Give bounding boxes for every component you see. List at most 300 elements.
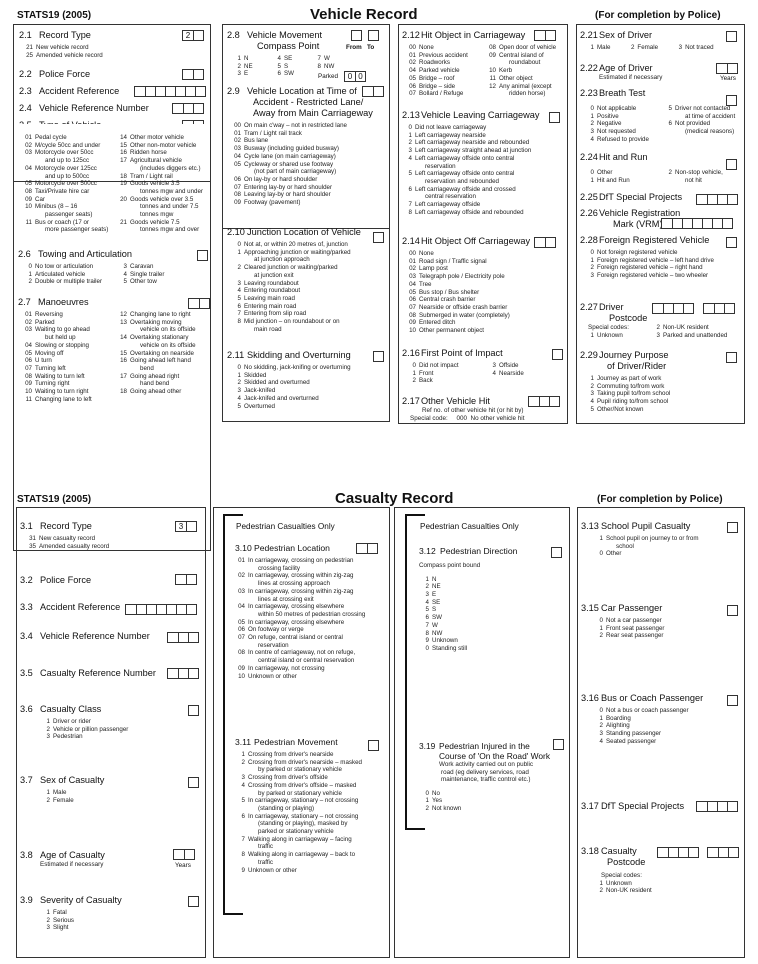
option-code: 05: [25, 349, 32, 357]
option-code: 4: [599, 737, 603, 745]
option-item: [650, 332, 742, 340]
option-item: [40, 924, 205, 932]
option-code: 04: [234, 152, 241, 160]
breath-test-input[interactable]: [726, 95, 737, 106]
option-item: [235, 642, 388, 650]
casualty-postcode-inward-input[interactable]: [707, 847, 739, 858]
option-code: [245, 565, 258, 573]
other-vehicle-note: Ref no. of other vehicle hit (or hit by): [422, 407, 524, 414]
option-code: [127, 380, 140, 388]
option-item: [22, 350, 113, 358]
option-item: [40, 718, 205, 726]
option-label: Entering from slip road: [244, 310, 307, 318]
option-code: 1: [237, 371, 241, 379]
option-label: Single trailer: [130, 270, 165, 278]
option-code: 2: [590, 120, 594, 128]
casualty-severity-input[interactable]: [188, 896, 199, 907]
option-code: [241, 326, 254, 334]
option-item: [40, 733, 205, 741]
casualty-age-input[interactable]: [173, 849, 195, 860]
option-label: Taking pupil to/from school: [597, 390, 671, 398]
section-title: Vehicle Location at Time of: [247, 86, 357, 96]
option-item: [419, 614, 567, 622]
option-item: [406, 304, 565, 312]
option-code: 31: [29, 535, 36, 542]
option-item: [235, 797, 388, 805]
option-code: 7: [425, 621, 429, 629]
option-label: Did not impact: [419, 362, 459, 369]
option-code: 18: [120, 172, 127, 180]
section-number: 3.17: [581, 801, 599, 811]
option-code: 1: [28, 270, 32, 278]
option-item: [406, 250, 565, 258]
option-label: Commuting to/from work: [597, 382, 665, 390]
option-code: 5: [590, 405, 594, 413]
option-code: 7: [237, 310, 241, 318]
option-code: 05: [409, 288, 416, 296]
hit-object-off-carriageway-input[interactable]: [534, 237, 556, 248]
option-item: [40, 789, 205, 797]
option-item: [235, 657, 388, 665]
option-item: [402, 178, 565, 186]
option-item: [593, 715, 743, 723]
casualty-vehicle-reference-input[interactable]: [167, 632, 199, 643]
option-label: Cycle lane (on main carriageway): [244, 152, 336, 160]
option-item: [117, 342, 208, 350]
casualty-police-note: (For completion by Police): [597, 494, 723, 505]
option-label: (standing or playing), masked by: [258, 820, 348, 828]
option-label: Female: [53, 796, 74, 804]
section-number: 3.19: [419, 741, 436, 751]
option-item: [235, 774, 388, 782]
section-title-line2: Compass Point: [257, 41, 320, 51]
option-code: 4: [590, 135, 594, 143]
option-code: 0: [590, 105, 594, 112]
option-label: Reversing: [35, 311, 63, 318]
option-code: 2: [590, 382, 594, 390]
option-label: Other motor vehicle: [130, 134, 184, 141]
option-code: 16: [120, 149, 127, 157]
option-item: [311, 55, 387, 63]
option-label: Parked vehicle: [419, 67, 460, 75]
option-item: [486, 370, 565, 378]
option-label: Kerb: [499, 67, 513, 75]
option-item: [593, 535, 743, 543]
option-code: 2: [241, 758, 245, 766]
option-label: Overtaking moving: [130, 318, 182, 326]
option-label: Turning left: [35, 364, 66, 372]
option-code: 5: [123, 278, 127, 286]
casualty-sex-input[interactable]: [188, 777, 199, 788]
option-label: Not at, or within 20 metres of, junction: [244, 241, 348, 248]
option-label: Parked: [35, 318, 55, 326]
option-code: 02: [25, 141, 32, 149]
option-item: [406, 67, 486, 75]
option-code: 8: [425, 629, 429, 637]
option-code: 3: [123, 263, 127, 270]
option-label: N: [244, 55, 249, 62]
option-item: [593, 722, 743, 730]
option-label: In carriageway, crossing elsewhere: [248, 618, 345, 626]
option-label: reservation: [258, 641, 289, 649]
option-label: Cycleway or shared use footway: [244, 160, 334, 168]
option-code: 0: [28, 263, 32, 270]
age-note: Estimated if necessary: [599, 74, 663, 81]
option-label: Waiting to turn left: [35, 372, 85, 380]
option-label: Female: [637, 44, 659, 51]
manoeuvres-input[interactable]: [188, 298, 210, 309]
section-title: First Point of Impact: [421, 348, 503, 358]
section-title: Casualty Class: [40, 704, 102, 714]
option-code: 09: [409, 319, 416, 327]
option-item: [231, 176, 387, 184]
casualty-record-title: Casualty Record: [335, 490, 454, 507]
option-item: [231, 310, 387, 318]
option-label: Other: [606, 550, 622, 558]
option-item: [486, 52, 565, 60]
option-item: [231, 372, 387, 380]
option-code: 8: [408, 208, 412, 216]
option-item: [117, 357, 208, 365]
section-number: 2.1: [19, 30, 32, 40]
option-code: 10: [238, 672, 245, 680]
option-label: Driver not contacted: [675, 105, 731, 112]
option-item: [584, 257, 742, 265]
parked-digit: 0: [355, 72, 365, 81]
section-number: 3.15: [581, 603, 599, 613]
option-code: 15: [120, 141, 127, 149]
option-item: [235, 759, 388, 767]
option-code: 0: [237, 241, 241, 248]
casualty-record-type-input[interactable]: [175, 521, 197, 532]
option-item: [22, 271, 113, 279]
option-code: 08: [409, 311, 416, 319]
option-item: [419, 576, 567, 584]
option-item: [22, 373, 113, 381]
section-number: 3.6: [20, 704, 33, 714]
option-code: 10: [25, 203, 32, 211]
option-code: 3: [590, 390, 594, 398]
casualty-postcode-outward-input[interactable]: [657, 847, 699, 858]
section-title: Casualty Reference Number: [40, 668, 156, 678]
option-code: [245, 642, 258, 650]
option-label: Leaving lay-by or hard shoulder: [244, 191, 331, 199]
option-item: [235, 603, 388, 611]
driver-sex-input[interactable]: [726, 31, 737, 42]
option-label: Fatal: [53, 909, 67, 916]
driver-postcode-inward-input[interactable]: [703, 303, 735, 314]
option-item: [662, 128, 742, 136]
junction-location-input[interactable]: [373, 232, 384, 243]
option-label: Standing passenger: [606, 730, 662, 738]
option-code: [603, 543, 616, 551]
compass-to-input[interactable]: [368, 30, 379, 41]
option-code: 11: [25, 218, 32, 226]
option-label: In carriageway, stationary – not crossing: [248, 812, 359, 820]
section-title: Bus or Coach Passenger: [601, 693, 704, 703]
journey-purpose-input[interactable]: [726, 352, 737, 363]
option-label: Foreign registered vehicle – left hand drive: [597, 256, 714, 264]
option-item: [406, 258, 565, 266]
section-title: Pedestrian Direction: [440, 546, 518, 556]
option-item: [584, 406, 742, 414]
option-item: [271, 55, 311, 63]
section-2-23: [580, 88, 742, 144]
section-title: Hit Object Off Carriageway: [421, 236, 531, 246]
section-number: 3.10: [235, 543, 252, 553]
vehicle-police-note: (For completion by Police): [595, 10, 721, 21]
option-code: 35: [29, 542, 36, 550]
school-pupil-input[interactable]: [727, 522, 738, 533]
foreign-registered-input[interactable]: [726, 237, 737, 248]
section-2-28: [580, 235, 742, 280]
option-item: [402, 209, 565, 217]
option-code: 3: [241, 774, 245, 782]
option-code: 01: [234, 129, 241, 137]
section-title: Hit and Run: [599, 152, 648, 162]
option-code: 0: [425, 789, 429, 797]
other-vehicle-hit-input[interactable]: [528, 396, 560, 407]
option-code: 16: [120, 357, 127, 365]
option-label: NE: [244, 62, 253, 70]
option-label: Not applicable: [597, 105, 637, 112]
pedestrian-location-input[interactable]: [356, 543, 378, 554]
option-label: Crossing from driver's nearside – masked: [248, 758, 362, 766]
option-item: [231, 287, 387, 295]
hit-and-run-input[interactable]: [726, 159, 737, 170]
section-number: 2.8: [227, 30, 240, 40]
option-code: [245, 828, 258, 836]
option-label: NE: [432, 583, 441, 591]
section-title: Towing and Articulation: [38, 249, 132, 259]
option-label: Road sign / Traffic signal: [419, 257, 487, 265]
option-item: [235, 557, 388, 565]
option-code: [245, 820, 258, 828]
option-item: [22, 357, 113, 365]
section-title-line3: Away from Main Carriageway: [253, 108, 373, 118]
casualty-accident-reference-input[interactable]: [125, 604, 197, 615]
option-label: hand bend: [140, 380, 170, 388]
section-title-line2: Accident - Restricted Lane/: [253, 97, 364, 107]
casualty-class-input[interactable]: [188, 705, 199, 716]
option-code: [127, 342, 140, 350]
option-item: [231, 379, 387, 387]
car-passenger-input[interactable]: [727, 605, 738, 616]
pedestrian-only-label: Pedestrian Casualties Only: [420, 522, 519, 531]
option-label: Double or multiple trailer: [35, 278, 103, 286]
option-code: 1: [46, 718, 50, 725]
option-label: Changing lane to right: [130, 311, 191, 318]
option-label: No tow or articulation: [35, 263, 94, 270]
option-label: Offside: [499, 362, 519, 369]
option-item: [584, 169, 662, 177]
option-label: On main c'way – not in restricted lane: [244, 122, 347, 129]
option-label: New casualty record: [39, 535, 96, 542]
option-label: On refuge, central island or central: [248, 634, 343, 642]
option-item: [593, 738, 743, 746]
option-item: [406, 312, 565, 320]
option-label: E: [432, 591, 437, 598]
option-label: Foreign registered vehicle – two wheeler: [597, 272, 709, 280]
dft-special-projects-input[interactable]: [696, 194, 738, 205]
option-item: [117, 334, 208, 342]
option-label: Overtaking stationary: [130, 334, 189, 342]
casualty-reference-input[interactable]: [167, 668, 199, 679]
section-3-19: [419, 741, 567, 813]
option-label: Foreign registered vehicle – right hand: [597, 264, 703, 272]
option-item: [406, 327, 565, 335]
option-code: [241, 168, 254, 176]
option-label: No skidding, jack-knifing or overturning: [244, 364, 351, 371]
section-number: 2.3: [19, 86, 32, 96]
option-code: 4: [237, 287, 241, 295]
option-item: [624, 44, 658, 52]
option-label: Leaving main road: [244, 294, 295, 302]
option-code: 2: [46, 796, 50, 804]
option-code: 01: [25, 311, 32, 318]
option-label: Nearside: [499, 369, 524, 377]
compass-from-input[interactable]: [351, 30, 362, 41]
option-label: School pupil on journey to or from: [606, 535, 699, 542]
option-code: 0: [590, 169, 594, 176]
option-label: traffic: [258, 843, 274, 851]
section-number: 2.23: [580, 88, 598, 98]
option-label: traffic: [258, 858, 274, 866]
option-code: 1: [425, 575, 429, 583]
option-label: Car: [35, 195, 45, 203]
option-label: In carriageway, crossing within zig-zag: [248, 572, 354, 580]
option-label: Back: [419, 377, 433, 385]
option-item: [235, 580, 388, 588]
pedestrian-movement-input[interactable]: [368, 740, 379, 751]
option-label: Amended vehicle record: [36, 51, 103, 59]
section-2-11: [227, 350, 387, 410]
option-label: Entered ditch: [419, 319, 456, 327]
option-item: [584, 249, 742, 257]
towing-input[interactable]: [197, 250, 208, 261]
option-code: 5: [237, 294, 241, 302]
option-label: at junction approach: [254, 256, 310, 264]
option-code: [245, 657, 258, 665]
skidding-input[interactable]: [373, 351, 384, 362]
option-code: 07: [409, 90, 416, 98]
option-code: 08: [25, 372, 32, 380]
casualty-form-code: STATS19 (2005): [17, 494, 92, 505]
option-item: [486, 67, 565, 75]
option-item: [231, 184, 387, 192]
option-code: 1: [237, 248, 241, 256]
section-title: Breath Test: [599, 88, 646, 98]
option-item: [22, 388, 113, 396]
option-code: 17: [120, 157, 127, 165]
option-code: 09: [25, 380, 32, 388]
pedestrian-direction-input[interactable]: [551, 547, 562, 558]
option-code: 15: [120, 349, 127, 357]
casualty-dft-projects-input[interactable]: [696, 801, 738, 812]
option-label: Pedal cycle: [35, 134, 67, 141]
vehicle-location-input[interactable]: [362, 86, 384, 97]
first-impact-input[interactable]: [552, 349, 563, 360]
section-2-10: [227, 227, 387, 333]
option-item: [235, 820, 388, 828]
option-item: [235, 843, 388, 851]
option-code: 14: [120, 134, 127, 141]
option-code: 4: [277, 55, 281, 62]
option-item: [419, 630, 567, 638]
option-label: In carriageway, not crossing: [248, 664, 325, 672]
option-label: Not traced: [685, 44, 714, 51]
section-2-13: [402, 110, 565, 216]
option-code: [412, 178, 425, 186]
option-label: central island or central reservation: [258, 657, 355, 665]
casualty-police-force-input[interactable]: [175, 574, 197, 585]
option-item: [584, 177, 662, 185]
option-item: [231, 272, 387, 280]
hit-object-in-carriageway-input[interactable]: [534, 30, 556, 41]
option-item: [231, 303, 387, 311]
option-label: Yes: [432, 797, 443, 805]
option-label: None: [419, 44, 434, 51]
option-item: [231, 153, 387, 161]
section-number: 2.16: [402, 348, 420, 358]
option-code: [412, 163, 425, 171]
section-number: 2.29: [580, 350, 598, 360]
option-code: 4: [237, 394, 241, 402]
option-label: Crossing from driver's offside: [248, 774, 328, 782]
option-item: [662, 177, 742, 185]
bus-passenger-input[interactable]: [727, 695, 738, 706]
section-title: Casualty: [601, 846, 637, 856]
option-code: 07: [25, 364, 32, 372]
option-code: [245, 766, 258, 774]
option-code: 9: [241, 866, 245, 874]
section-title: Vehicle Leaving Carriageway: [421, 110, 540, 120]
option-item: [584, 375, 742, 383]
option-label: Motorcycle over 125cc: [35, 164, 97, 172]
vrm-input[interactable]: [661, 218, 733, 229]
section-title: Police Force: [39, 69, 91, 79]
option-label: Not foreign registered vehicle: [597, 249, 678, 256]
option-label: Serious: [53, 916, 74, 924]
option-code: 06: [25, 357, 32, 365]
pedestrian-work-input[interactable]: [553, 739, 564, 750]
option-label: by parked or stationary vehicle: [258, 766, 342, 774]
option-item: [117, 326, 208, 334]
driver-age-input[interactable]: [716, 63, 738, 74]
option-label: Busway (including guided busway): [244, 145, 339, 153]
option-label: Bus or coach (17 or: [35, 218, 89, 226]
option-code: 4: [425, 598, 429, 606]
section-title: Manoeuvres: [38, 297, 89, 307]
option-code: 5: [408, 170, 412, 178]
option-code: 4: [590, 398, 594, 406]
option-label: Agricultural vehicle: [130, 157, 182, 165]
option-item: [584, 120, 662, 128]
parked-code-box: [344, 71, 366, 82]
option-code: 03: [238, 587, 245, 595]
option-label: Roadworks: [419, 59, 450, 67]
section-2-16: [402, 348, 565, 385]
option-item: [231, 326, 387, 334]
option-item: [231, 295, 387, 303]
leaving-carriageway-input[interactable]: [549, 112, 560, 123]
option-item: [402, 170, 565, 178]
driver-postcode-outward-input[interactable]: [652, 303, 694, 314]
option-label: Jack-knifed: [244, 387, 276, 395]
option-label: at time of accident: [685, 112, 736, 120]
section-number: 2.4: [19, 103, 32, 113]
section-number: 2.17: [402, 396, 420, 406]
